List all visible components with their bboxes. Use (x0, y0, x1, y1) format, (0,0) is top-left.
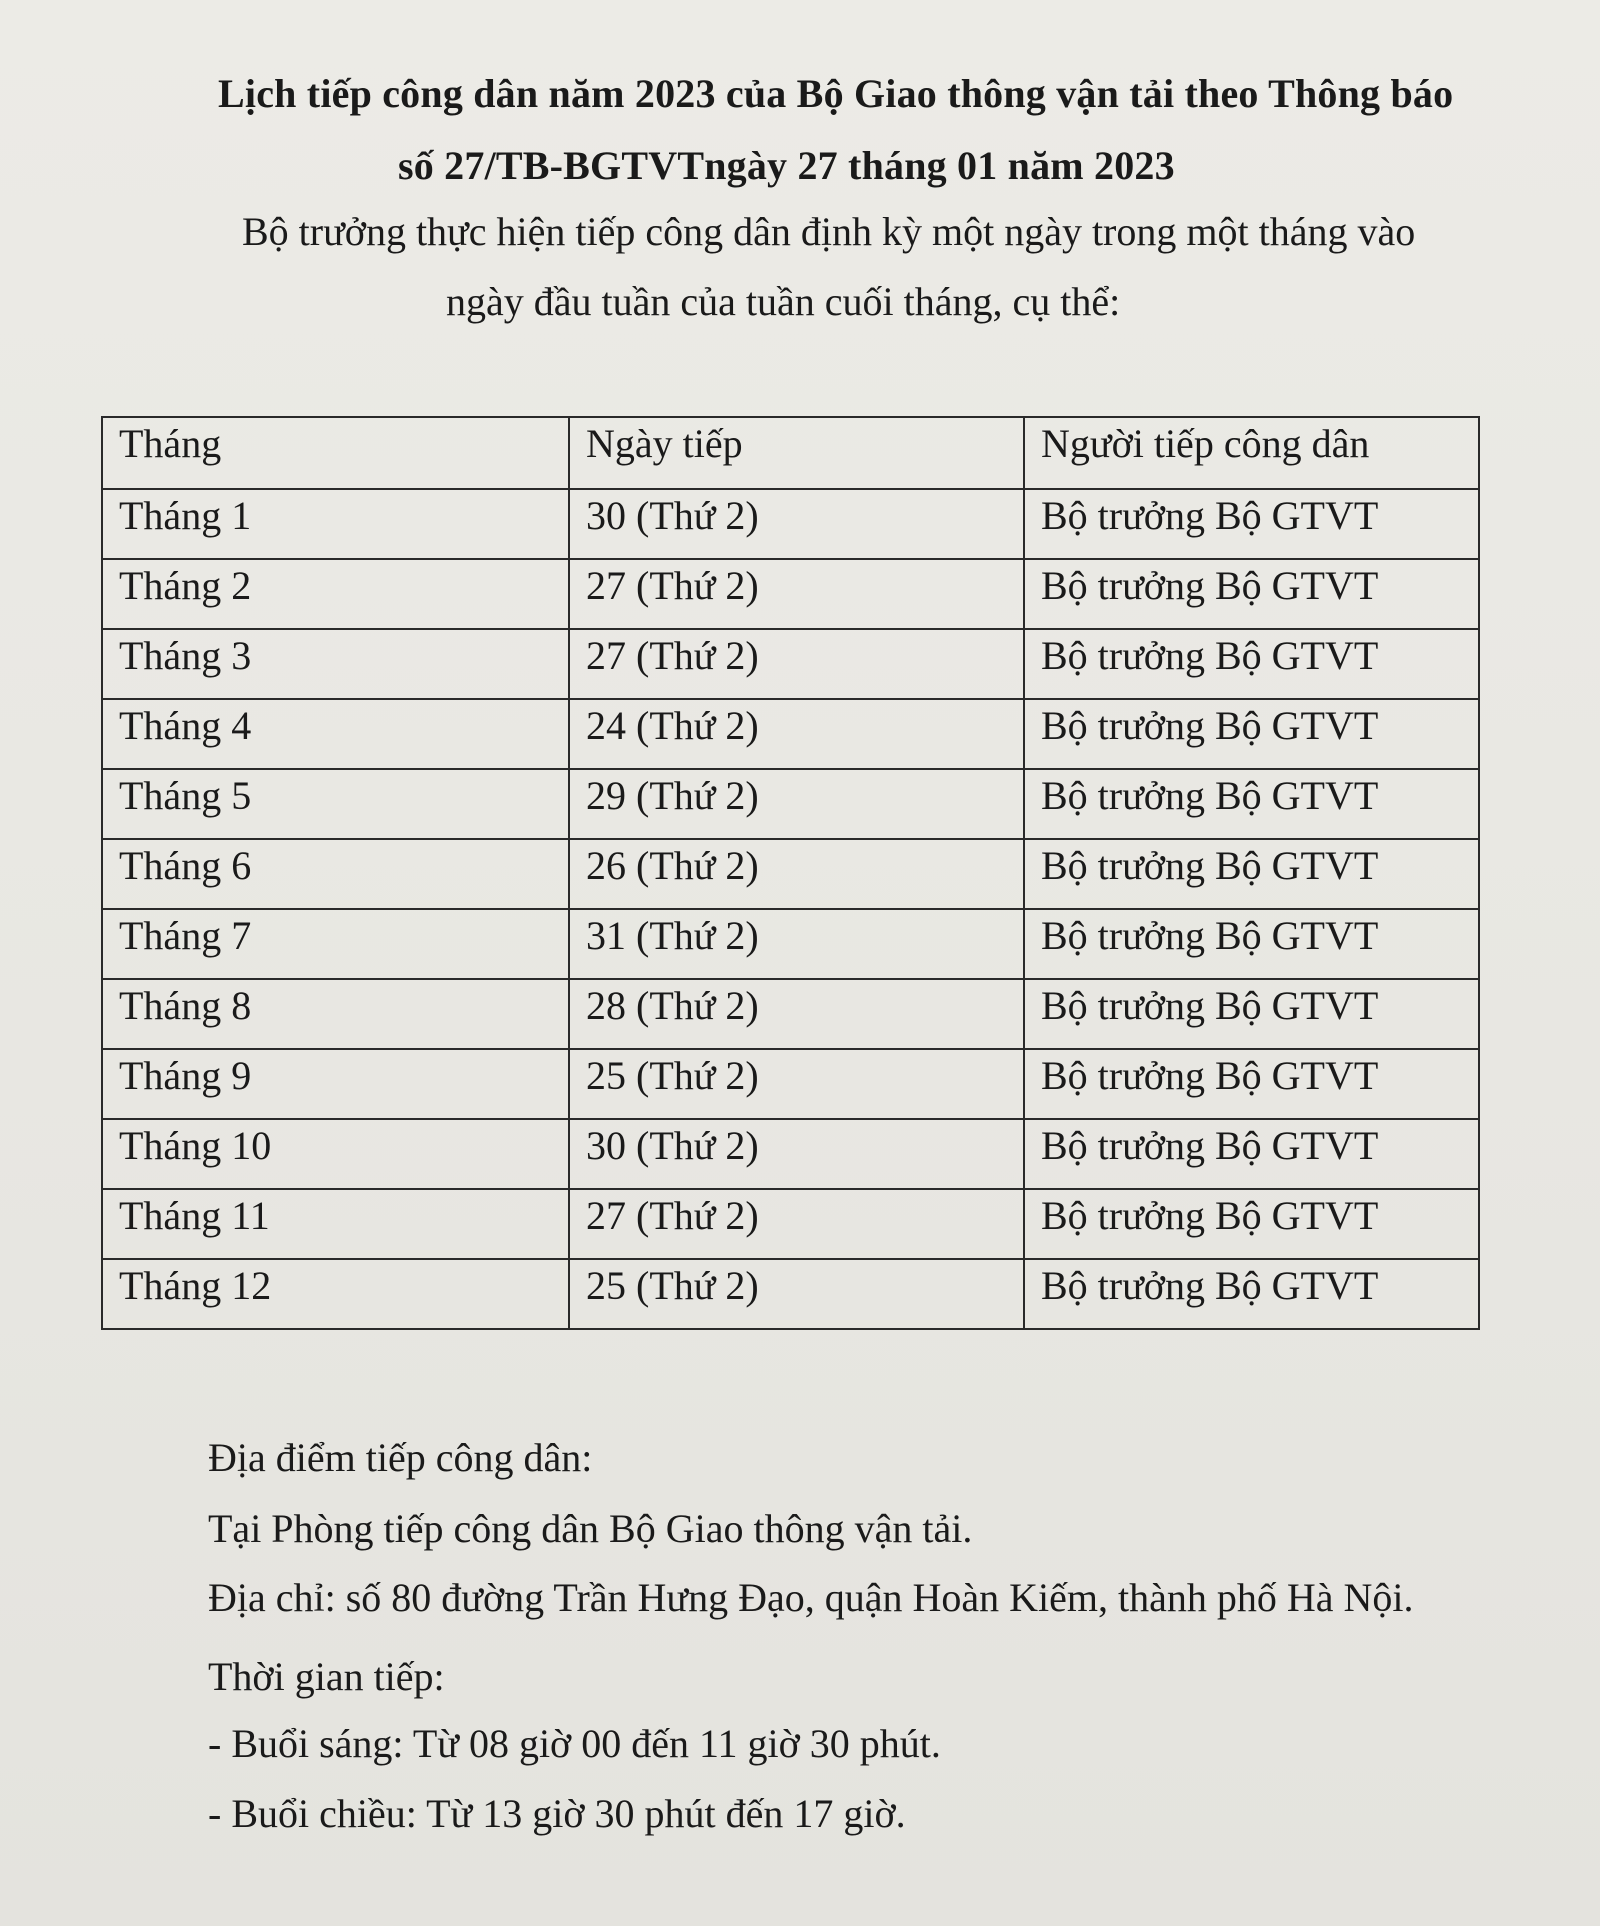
cell-date: 27 (Thứ 2) (569, 629, 1024, 699)
cell-month: Tháng 3 (102, 629, 569, 699)
cell-receiver: Bộ trưởng Bộ GTVT (1024, 1049, 1479, 1119)
cell-date: 29 (Thứ 2) (569, 769, 1024, 839)
document-title-line-1: Lịch tiếp công dân năm 2023 của Bộ Giao thông vận tải theo Thông báo (218, 71, 1454, 116)
table-header-row (102, 417, 1479, 489)
cell-receiver: Bộ trưởng Bộ GTVT (1024, 1259, 1479, 1329)
cell-receiver: Bộ trưởng Bộ GTVT (1024, 839, 1479, 909)
cell-date: 27 (Thứ 2) (569, 559, 1024, 629)
location-heading: Địa điểm tiếp công dân: (208, 1435, 593, 1480)
cell-receiver: Bộ trưởng Bộ GTVT (1024, 909, 1479, 979)
table-row (102, 489, 1479, 559)
cell-receiver: Bộ trưởng Bộ GTVT (1024, 699, 1479, 769)
intro-text-line-2: ngày đầu tuần của tuần cuối tháng, cụ thể: (446, 279, 1121, 324)
table-row (102, 1119, 1479, 1189)
cell-month: Tháng 8 (102, 979, 569, 1049)
cell-month: Tháng 9 (102, 1049, 569, 1119)
cell-receiver: Bộ trưởng Bộ GTVT (1024, 1119, 1479, 1189)
cell-receiver: Bộ trưởng Bộ GTVT (1024, 559, 1479, 629)
table-row (102, 559, 1479, 629)
location-text: Tại Phòng tiếp công dân Bộ Giao thông vận tải. (208, 1506, 973, 1551)
cell-date: 28 (Thứ 2) (569, 979, 1024, 1049)
cell-receiver: Bộ trưởng Bộ GTVT (1024, 629, 1479, 699)
cell-month: Tháng 6 (102, 839, 569, 909)
cell-month: Tháng 10 (102, 1119, 569, 1189)
column-header-receiver: Người tiếp công dân (1024, 417, 1479, 489)
table-row (102, 699, 1479, 769)
table-row (102, 629, 1479, 699)
cell-month: Tháng 5 (102, 769, 569, 839)
cell-month: Tháng 4 (102, 699, 569, 769)
document-title-line-2: số 27/TB-BGTVTngày 27 tháng 01 năm 2023 (398, 143, 1175, 188)
cell-month: Tháng 1 (102, 489, 569, 559)
table-row (102, 769, 1479, 839)
cell-month: Tháng 12 (102, 1259, 569, 1329)
afternoon-hours: - Buổi chiều: Từ 13 giờ 30 phút đến 17 giờ. (208, 1791, 906, 1836)
table-row (102, 909, 1479, 979)
time-heading: Thời gian tiếp: (208, 1654, 445, 1699)
cell-receiver: Bộ trưởng Bộ GTVT (1024, 1189, 1479, 1259)
cell-date: 24 (Thứ 2) (569, 699, 1024, 769)
column-header-reception-date: Ngày tiếp (569, 417, 1024, 489)
cell-date: 30 (Thứ 2) (569, 489, 1024, 559)
cell-month: Tháng 11 (102, 1189, 569, 1259)
cell-date: 25 (Thứ 2) (569, 1259, 1024, 1329)
cell-receiver: Bộ trưởng Bộ GTVT (1024, 489, 1479, 559)
cell-month: Tháng 2 (102, 559, 569, 629)
cell-date: 26 (Thứ 2) (569, 839, 1024, 909)
table-row (102, 979, 1479, 1049)
intro-text-line-1: Bộ trưởng thực hiện tiếp công dân định kỳ một ngày trong một tháng vào (242, 209, 1416, 254)
cell-date: 31 (Thứ 2) (569, 909, 1024, 979)
table-row (102, 839, 1479, 909)
cell-date: 30 (Thứ 2) (569, 1119, 1024, 1189)
cell-receiver: Bộ trưởng Bộ GTVT (1024, 979, 1479, 1049)
morning-hours: - Buổi sáng: Từ 08 giờ 00 đến 11 giờ 30 phút. (208, 1721, 941, 1766)
cell-month: Tháng 7 (102, 909, 569, 979)
table-row (102, 1259, 1479, 1329)
table-row (102, 1049, 1479, 1119)
column-header-month: Tháng (102, 417, 569, 489)
table-row (102, 1189, 1479, 1259)
schedule-table (101, 416, 1480, 1330)
cell-date: 25 (Thứ 2) (569, 1049, 1024, 1119)
cell-receiver: Bộ trưởng Bộ GTVT (1024, 769, 1479, 839)
cell-date: 27 (Thứ 2) (569, 1189, 1024, 1259)
address-text: Địa chỉ: số 80 đường Trần Hưng Đạo, quận Hoàn Kiếm, thành phố Hà Nội. (208, 1575, 1414, 1620)
